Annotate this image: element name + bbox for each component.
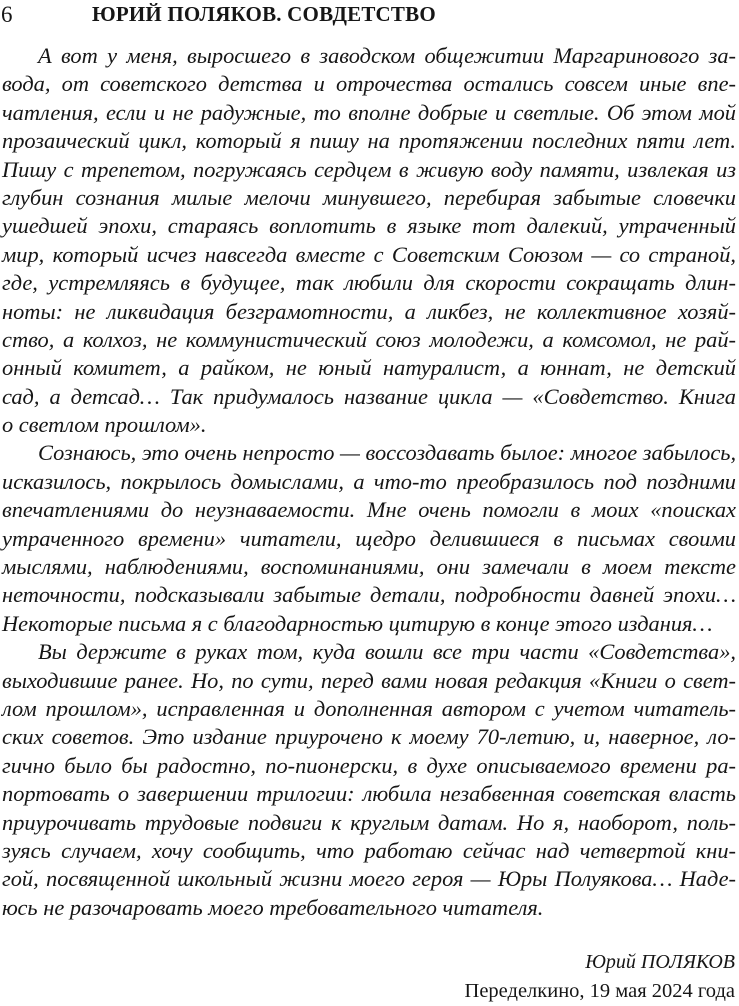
text-line: онный комитет, а райком, не юный натуралист, а юннат, не детский [2, 355, 736, 381]
page-number: 6 [1, 2, 13, 27]
text-line: исказилось, покрылось домыслами, а что-то преобразилось под поздними [2, 468, 736, 494]
text-line: мир, который исчез навсегда вместе с Советским Союзом — со страной, [2, 241, 736, 267]
text-line: гой, посвященной школьный жизни моего героя — Юры Полуякова… Наде- [2, 866, 736, 892]
text-line: вода, от советского детства и отрочества остались совсем иные впе- [2, 71, 736, 97]
text-line: мыслями, наблюдениями, воспоминаниями, они замечали в моем тексте [2, 554, 736, 580]
text-line: чатления, если и не радужные, то вполне добрые и светлые. Об этом мой [2, 99, 736, 125]
text-line: лом прошлом», исправленная и дополненная автором с учетом читатель- [2, 695, 736, 721]
text-line: ушедшей эпохи, стараясь воплотить в языке тот далекий, утраченный [2, 213, 736, 239]
paragraph-1 [2, 42, 736, 439]
paragraph-2 [2, 439, 736, 638]
place-and-date: Переделкино, 19 мая 2024 года [464, 980, 735, 1002]
text-line: А вот у меня, выросшего в заводском общежитии Маргаринового за- [38, 43, 736, 68]
text-line: впечатлениями до неузнаваемости. Мне очень помогли в моих «поисках [2, 497, 736, 523]
paragraph-3 [2, 638, 736, 922]
text-line: портовать о завершении трилогии: любила незабвенная советская власть [2, 781, 736, 807]
text-line: ноты: не ликвидация безграмотности, а ликбез, не коллективное хозяй- [2, 298, 736, 324]
text-line: утраченного времени» читатели, щедро делившиеся в письмах своими [2, 525, 736, 551]
text-line: о светлом прошлом». [2, 412, 207, 438]
text-line: сад, а детсад… Так придумалось название цикла — «Совдетство. Книга [2, 383, 736, 409]
text-line: неточности, подсказывали забытые детали, подробности давней эпохи… [2, 582, 736, 608]
running-head: ЮРИЙ ПОЛЯКОВ. СОВДЕТСТВО [92, 2, 436, 26]
text-line: гично было бы радостно, по-пионерски, в духе описываемого времени ра- [2, 752, 736, 778]
text-line: Некоторые письма я с благодарностью цитирую в конце этого издания… [2, 610, 713, 636]
text-line: глубин сознания милые мелочи минувшего, перебирая забытые словечки [2, 184, 736, 210]
author-signature: Юрий ПОЛЯКОВ [585, 951, 735, 973]
text-line: зуясь случаем, хочу сообщить, что работаю сейчас над четвертой кни- [2, 837, 736, 863]
text-line: выходившие ранее. Но, по сути, перед вами новая редакция «Книги о свет- [2, 667, 736, 693]
body-text [2, 42, 736, 922]
text-line: прозаический цикл, который я пишу на протяжении последних пяти лет. [2, 128, 736, 154]
text-line: юсь не разочаровать моего требовательного читателя. [2, 894, 544, 920]
text-line: Вы держите в руках том, куда вошли все три части «Совдетства», [38, 639, 736, 665]
text-line: приурочивать трудовые подвиги к круглым датам. Но я, наоборот, поль- [2, 809, 736, 835]
text-line: ство, а колхоз, не коммунистический союз молодежи, а комсомол, не рай- [2, 326, 736, 352]
text-line: ских советов. Это издание приурочено к моему 70-летию, и, наверное, ло- [2, 724, 736, 750]
signature-block [465, 948, 735, 1006]
page-header [1, 2, 731, 28]
text-line: где, устремляясь в будущее, так любили для скорости сокращать длин- [2, 270, 736, 296]
text-line: Пишу с трепетом, погружаясь сердцем в живую воду памяти, извлекая из [2, 156, 736, 182]
text-line: Сознаюсь, это очень непросто — воссоздавать былое: многое забылось, [38, 440, 737, 466]
